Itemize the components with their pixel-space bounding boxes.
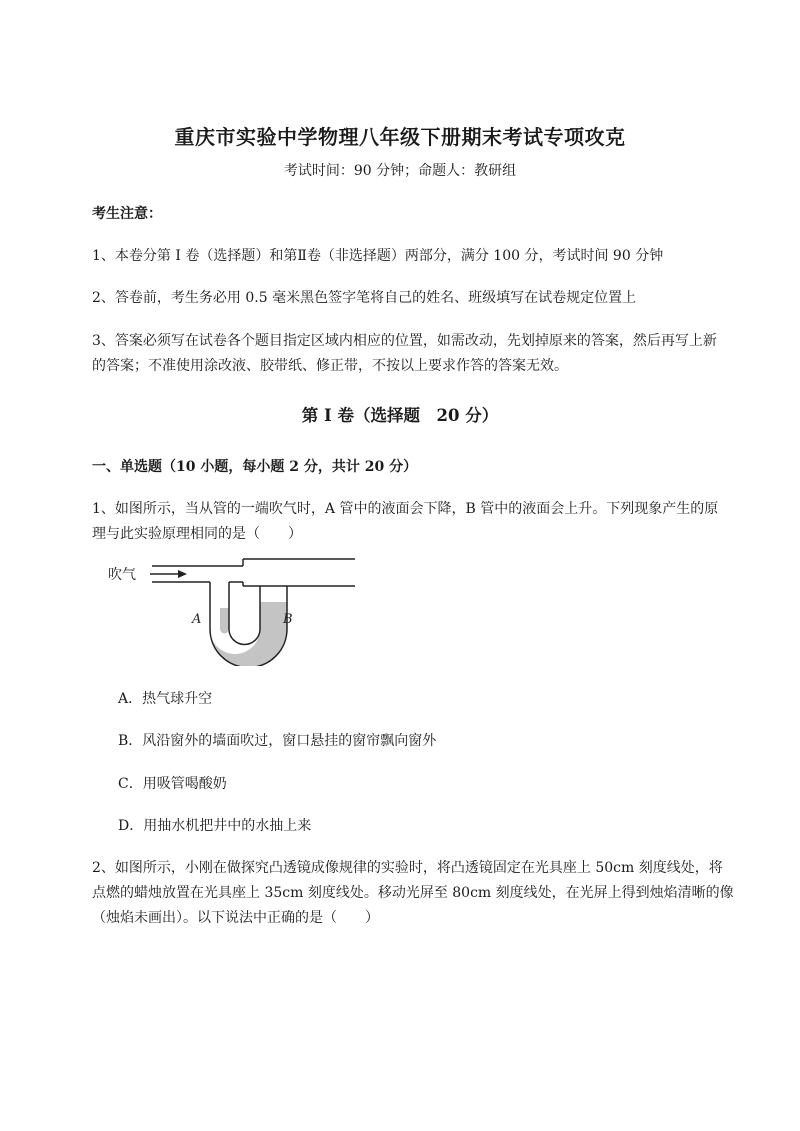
notice-heading: 考生注意： [92,206,162,222]
section-title: 第 I 卷（选择题 20 分） [301,406,499,425]
answer-option-c[interactable]: C．用吸管喝酸奶 [118,776,227,792]
answer-option-a[interactable]: A．热气球升空 [118,691,213,707]
notice-item: 的答案；不准使用涂改液、胶带纸、修正带，不按以上要求作答的答案无效。 [92,358,568,374]
question-2-text: 点燃的蜡烛放置在光具座上 35cm 刻度线处。移动光屏至 80cm 刻度线处，在光屏上得到烛焰清晰的像 [92,885,734,901]
u-tube-figure [105,556,365,666]
notice-item: 3、答案必须写在试卷各个题目指定区域内相应的位置，如需改动，先划掉原来的答案，然后再写上新 [92,333,717,349]
blow-arrow-icon [150,570,187,578]
tube-a-label: A [192,612,202,627]
exam-subtitle: 考试时间：90 分钟；命题人：教研组 [283,163,517,179]
tube-b-label: B [283,612,293,627]
question-1-text: 1、如图所示，当从管的一端吹气时，A 管中的液面会下降，B 管中的液面会上升。下列现象产生的原 [92,501,719,517]
question-2-text: 2、如图所示，小刚在做探究凸透镜成像规律的实验时，将凸透镜固定在光具座上 50cm 刻度线处，将 [92,860,723,876]
exam-title: 重庆市实验中学物理八年级下册期末考试专项攻克 [174,125,626,149]
question-1-text: 理与此实验原理相同的是（ ） [92,526,302,542]
answer-option-b[interactable]: B．风沿窗外的墙面吹过，窗口悬挂的窗帘飘向窗外 [118,733,437,749]
question-2-text: （烛焰未画出）。以下说法中正确的是（ ） [92,910,379,926]
part-heading: 一、单选题（10 小题，每小题 2 分，共计 20 分） [92,459,418,475]
notice-item: 2、答卷前，考生务必用 0.5 毫米黑色签字笔将自己的姓名、班级填写在试卷规定位置上 [92,290,637,306]
notice-item: 1、本卷分第 I 卷（选择题）和第Ⅱ卷（非选择题）两部分，满分 100 分，考试时间 90 分钟 [92,248,664,264]
answer-option-d[interactable]: D．用抽水机把井中的水抽上来 [118,818,312,834]
blow-label: 吹气 [108,567,136,583]
u-tube [210,582,287,666]
